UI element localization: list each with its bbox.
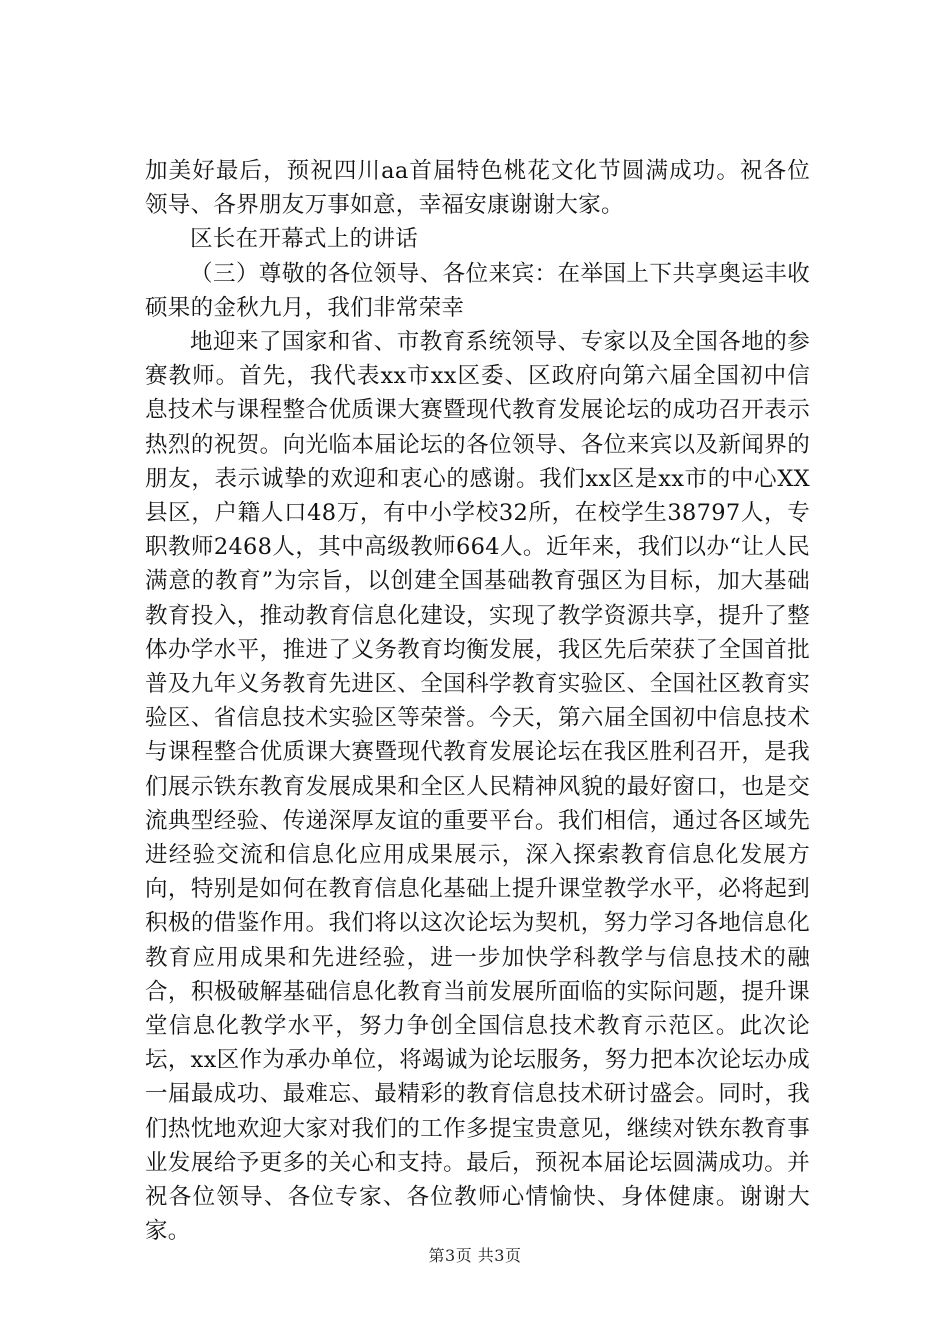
speech-title: 区长在开幕式上的讲话 (190, 226, 419, 253)
document-body (145, 154, 810, 1249)
paragraph-speech-body: 地迎来了国家和省、市教育系统领导、专家以及全国各地的参赛教师。首先，我代表xx市xx区委、区政府向第六届全国初中信息技术与课程整合优质课大赛暨现代教育发展论坛的成功召开表示热烈的祝贺。向光临本届论坛的各位领导、各位来宾以及新闻界的朋友，表示诚挚的欢迎和衷心的感谢。我们xx区是xx市的中心XX县区，户籍人口48万，有中小学校32所，在校学生38797人，专职教师2468人，其中高级教师664人。近年来，我们以办“让人民满意的教育”为宗旨，以创建全国基础教育强区为目标，加大基础教育投入，推动教育信息化建设，实现了教学资源共享，提升了整体办学水平，推进了义务教育均衡发展，我区先后荣获了全国首批普及九年义务教育先进区、全国科学教育实验区、全国社区教育实验区、省信息技术实验区等荣誉。今天，第六届全国初中信息技术与课程整合优质课大赛暨现代教育发展论坛在我区胜利召开，是我们展示铁东教育发展成果和全区人民精神风貌的最好窗口，也是交流典型经验、传递深厚友谊的重要平台。我们相信，通过各区域先进经验交流和信息化应用成果展示，深入探索教育信息化发展方向，特别是如何在教育信息化基础上提升课堂教学水平，必将起到积极的借鉴作用。我们将以这次论坛为契机，努力学习各地信息化教育应用成果和先进经验，进一步加快学科教学与信息技术的融合，积极破解基础信息化教育当前发展所面临的实际问题，提升课堂信息化教学水平，努力争创全国信息技术教育示范区。此次论坛，xx区作为承办单位，将竭诚为论坛服务，努力把本次论坛办成一届最成功、最难忘、最精彩的教育信息技术研讨盛会。同时，我们热忱地欢迎大家对我们的工作多提宝贵意见，继续对铁东教育事业发展给予更多的关心和支持。最后，预祝本届论坛圆满成功。并祝各位领导、各位专家、各位教师心情愉快、身体健康。谢谢大家。 (145, 329, 810, 1245)
paragraph-salutation: （三）尊敬的各位领导、各位来宾：在举国上下共享奥运丰收硕果的金秋九月，我们非常荣幸 (145, 260, 810, 321)
page-number-footer: 第3页 共3页 (428, 1246, 522, 1265)
paragraph-closing-remarks: 加美好最后，预祝四川aa首届特色桃花文化节圆满成功。祝各位领导、各界朋友万事如意，幸福安康谢谢大家。 (145, 158, 810, 219)
